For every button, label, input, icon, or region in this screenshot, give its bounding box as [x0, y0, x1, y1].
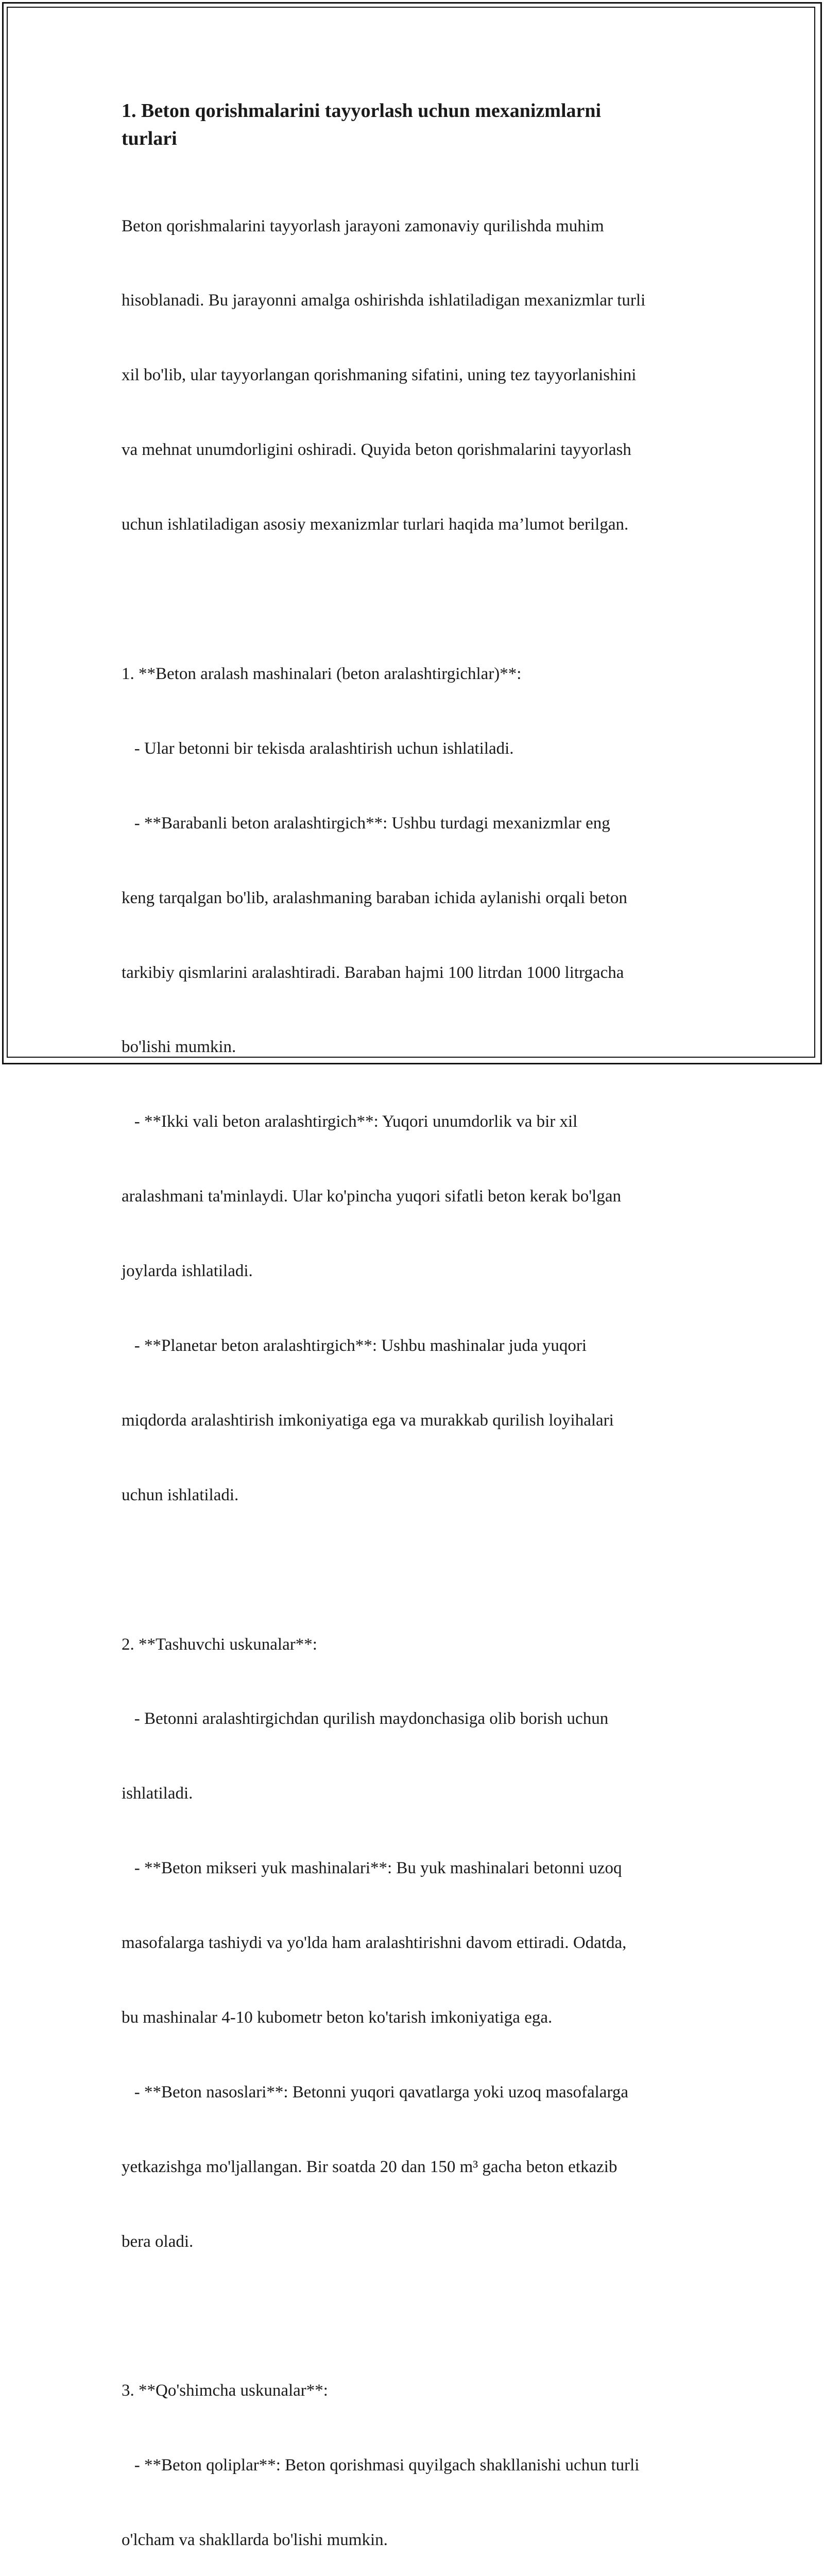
title-line: 1. Beton qorishmalarini tayyorlash uchun mexanizmlarni [122, 100, 602, 122]
title-line: turlari [122, 128, 177, 149]
text-line: aralashmani ta'minlaydi. Ular ko'pincha yuqori sifatli beton kerak bo'lgan [122, 1187, 621, 1206]
text-line: xil bo'lib, ular tayyorlangan qorishmaning sifatini, uning tez tayyorlanishini [122, 366, 637, 385]
text-line: - **Beton qoliplar**: Beton qorishmasi quyilgach shakllanishi uchun turli [122, 2456, 640, 2475]
text-line: - Betonni aralashtirgichdan qurilish maydonchasiga olib borish uchun [122, 1709, 609, 1728]
text-line: - **Barabanli beton aralashtirgich**: Ushbu turdagi mexanizmlar eng [122, 814, 610, 833]
text-line: joylarda ishlatiladi. [122, 1262, 253, 1281]
blank-line [122, 2304, 709, 2329]
text-line: bo'lishi mumkin. [122, 1038, 236, 1057]
blank-line [122, 1557, 709, 1582]
text-line: o'lcham va shakllarda bo'lishi mumkin. [122, 2531, 388, 2550]
text-line: Beton qorishmalarini tayyorlash jarayoni zamonaviy qurilishda muhim [122, 216, 604, 235]
list-item-heading: 1. **Beton aralash mashinalari (beton aralashtirgichlar)**: [122, 664, 522, 683]
text-line: - Ular betonni bir tekisda aralashtirish uchun ishlatiladi. [122, 739, 514, 758]
text-line: bu mashinalar 4-10 kubometr beton ko'tarish imkoniyatiga ega. [122, 2008, 553, 2027]
text-line: masofalarga tashiydi va yo'lda ham aralashtirishni davom ettiradi. Odatda, [122, 1934, 627, 1953]
text-line: ishlatiladi. [122, 1784, 193, 1803]
list-item-heading: 2. **Tashuvchi uskunalar**: [122, 1635, 317, 1654]
text-line: keng tarqalgan bo'lib, aralashmaning baraban ichida aylanishi orqali beton [122, 888, 627, 907]
text-line: - **Beton mikseri yuk mashinalari**: Bu yuk mashinalari betonni uzoq [122, 1859, 622, 1878]
text-line: miqdorda aralashtirish imkoniyatiga ega va murakkab qurilish loyihalari [122, 1411, 614, 1430]
section-auxiliary [122, 2329, 709, 2576]
text-line: - **Ikki vali beton aralashtirgich**: Yuqori unumdorlik va bir xil [122, 1112, 578, 1131]
text-line: bera oladi. [122, 2232, 194, 2251]
text-line: uchun ishlatiladi. [122, 1485, 239, 1504]
blank-line [122, 587, 709, 612]
text-line: va mehnat unumdorligini oshiradi. Quyida beton qorishmalarini tayyorlash [122, 440, 631, 460]
section-transport [122, 1582, 709, 2304]
document-body [122, 97, 709, 2576]
intro-paragraph [122, 164, 709, 587]
list-item-heading: 3. **Qo'shimcha uskunalar**: [122, 2381, 328, 2400]
text-line: tarkibiy qismlarini aralashtiradi. Baraban hajmi 100 litrdan 1000 litrgacha [122, 963, 624, 982]
text-line: uchun ishlatiladigan asosiy mexanizmlar turlari haqida ma’lumot berilgan. [122, 515, 629, 534]
text-line: yetkazishga mo'ljallangan. Bir soatda 20 dan 150 m³ gacha beton etkazib [122, 2157, 617, 2176]
text-line: hisoblanadi. Bu jarayonni amalga oshirishda ishlatiladigan mexanizmlar turli [122, 291, 646, 310]
text-line: - **Beton nasoslari**: Betonni yuqori qavatlarga yoki uzoq masofalarga [122, 2082, 628, 2102]
section-mixers [122, 612, 709, 1557]
text-line: - **Planetar beton aralashtirgich**: Ushbu mashinalar juda yuqori [122, 1336, 587, 1355]
document-title [122, 97, 709, 152]
